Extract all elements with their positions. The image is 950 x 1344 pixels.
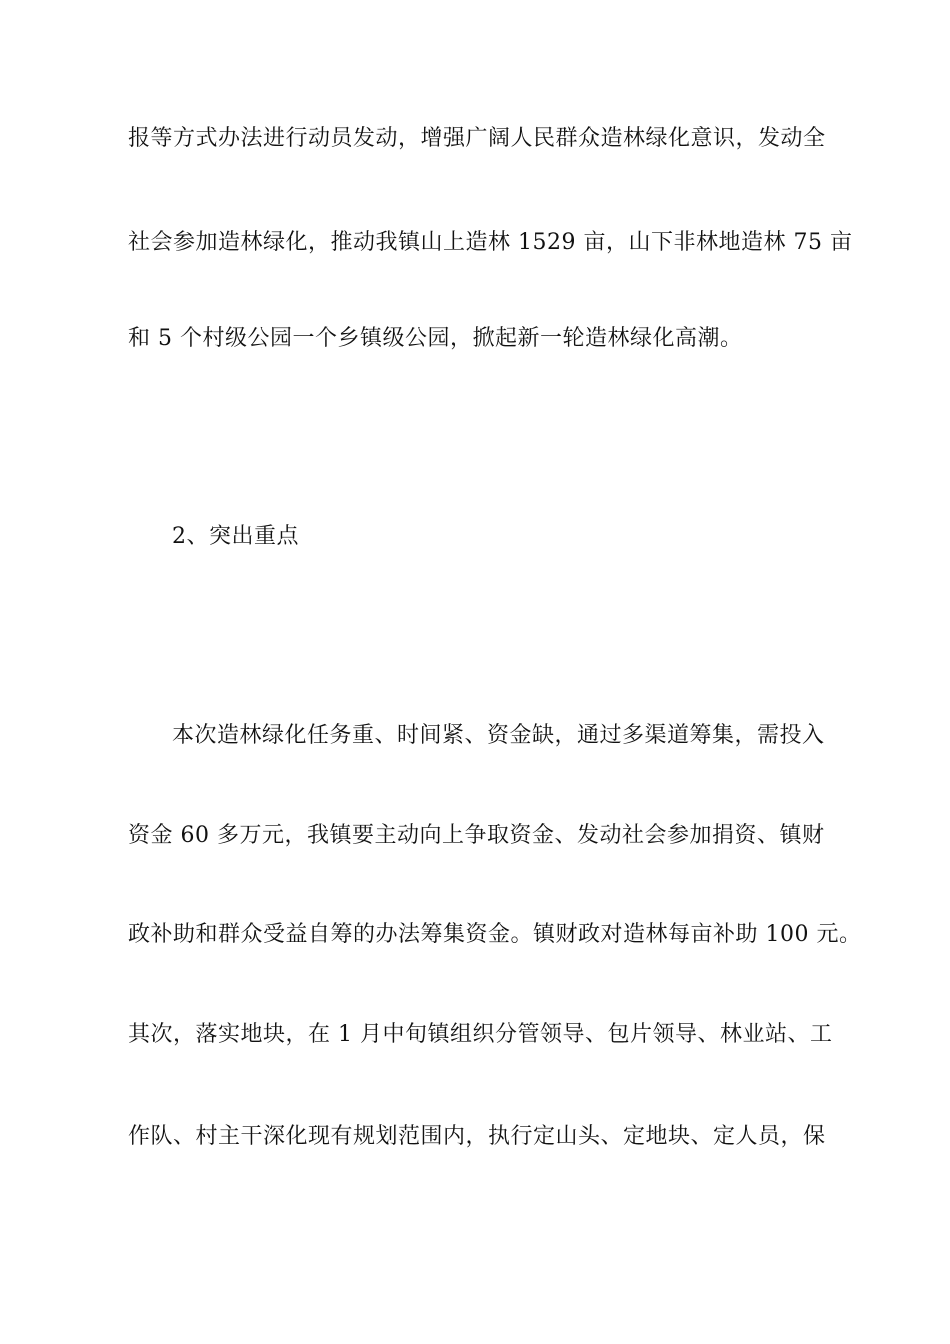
paragraph-line-6: 政补助和群众受益自筹的办法筹集资金。镇财政对造林每亩补助 100 元。 bbox=[128, 922, 862, 947]
paragraph-line-1: 报等方式办法进行动员发动，增强广阔人民群众造林绿化意识，发动全 bbox=[128, 126, 826, 151]
paragraph-line-8: 作队、村主干深化现有规划范围内，执行定山头、定地块、定人员，保 bbox=[128, 1124, 826, 1149]
paragraph-line-5: 资金 60 多万元，我镇要主动向上争取资金、发动社会参加捐资、镇财 bbox=[128, 823, 825, 848]
paragraph-line-4: 本次造林绿化任务重、时间紧、资金缺，通过多渠道筹集，需投入 bbox=[172, 723, 825, 748]
section-heading: 2、突出重点 bbox=[172, 524, 299, 549]
paragraph-line-2: 社会参加造林绿化，推动我镇山上造林 1529 亩，山下非林地造林 75 亩 bbox=[128, 230, 853, 255]
paragraph-line-3: 和 5 个村级公园一个乡镇级公园，掀起新一轮造林绿化高潮。 bbox=[128, 326, 743, 351]
paragraph-line-7: 其次，落实地块，在 1 月中旬镇组织分管领导、包片领导、林业站、工 bbox=[128, 1022, 833, 1047]
